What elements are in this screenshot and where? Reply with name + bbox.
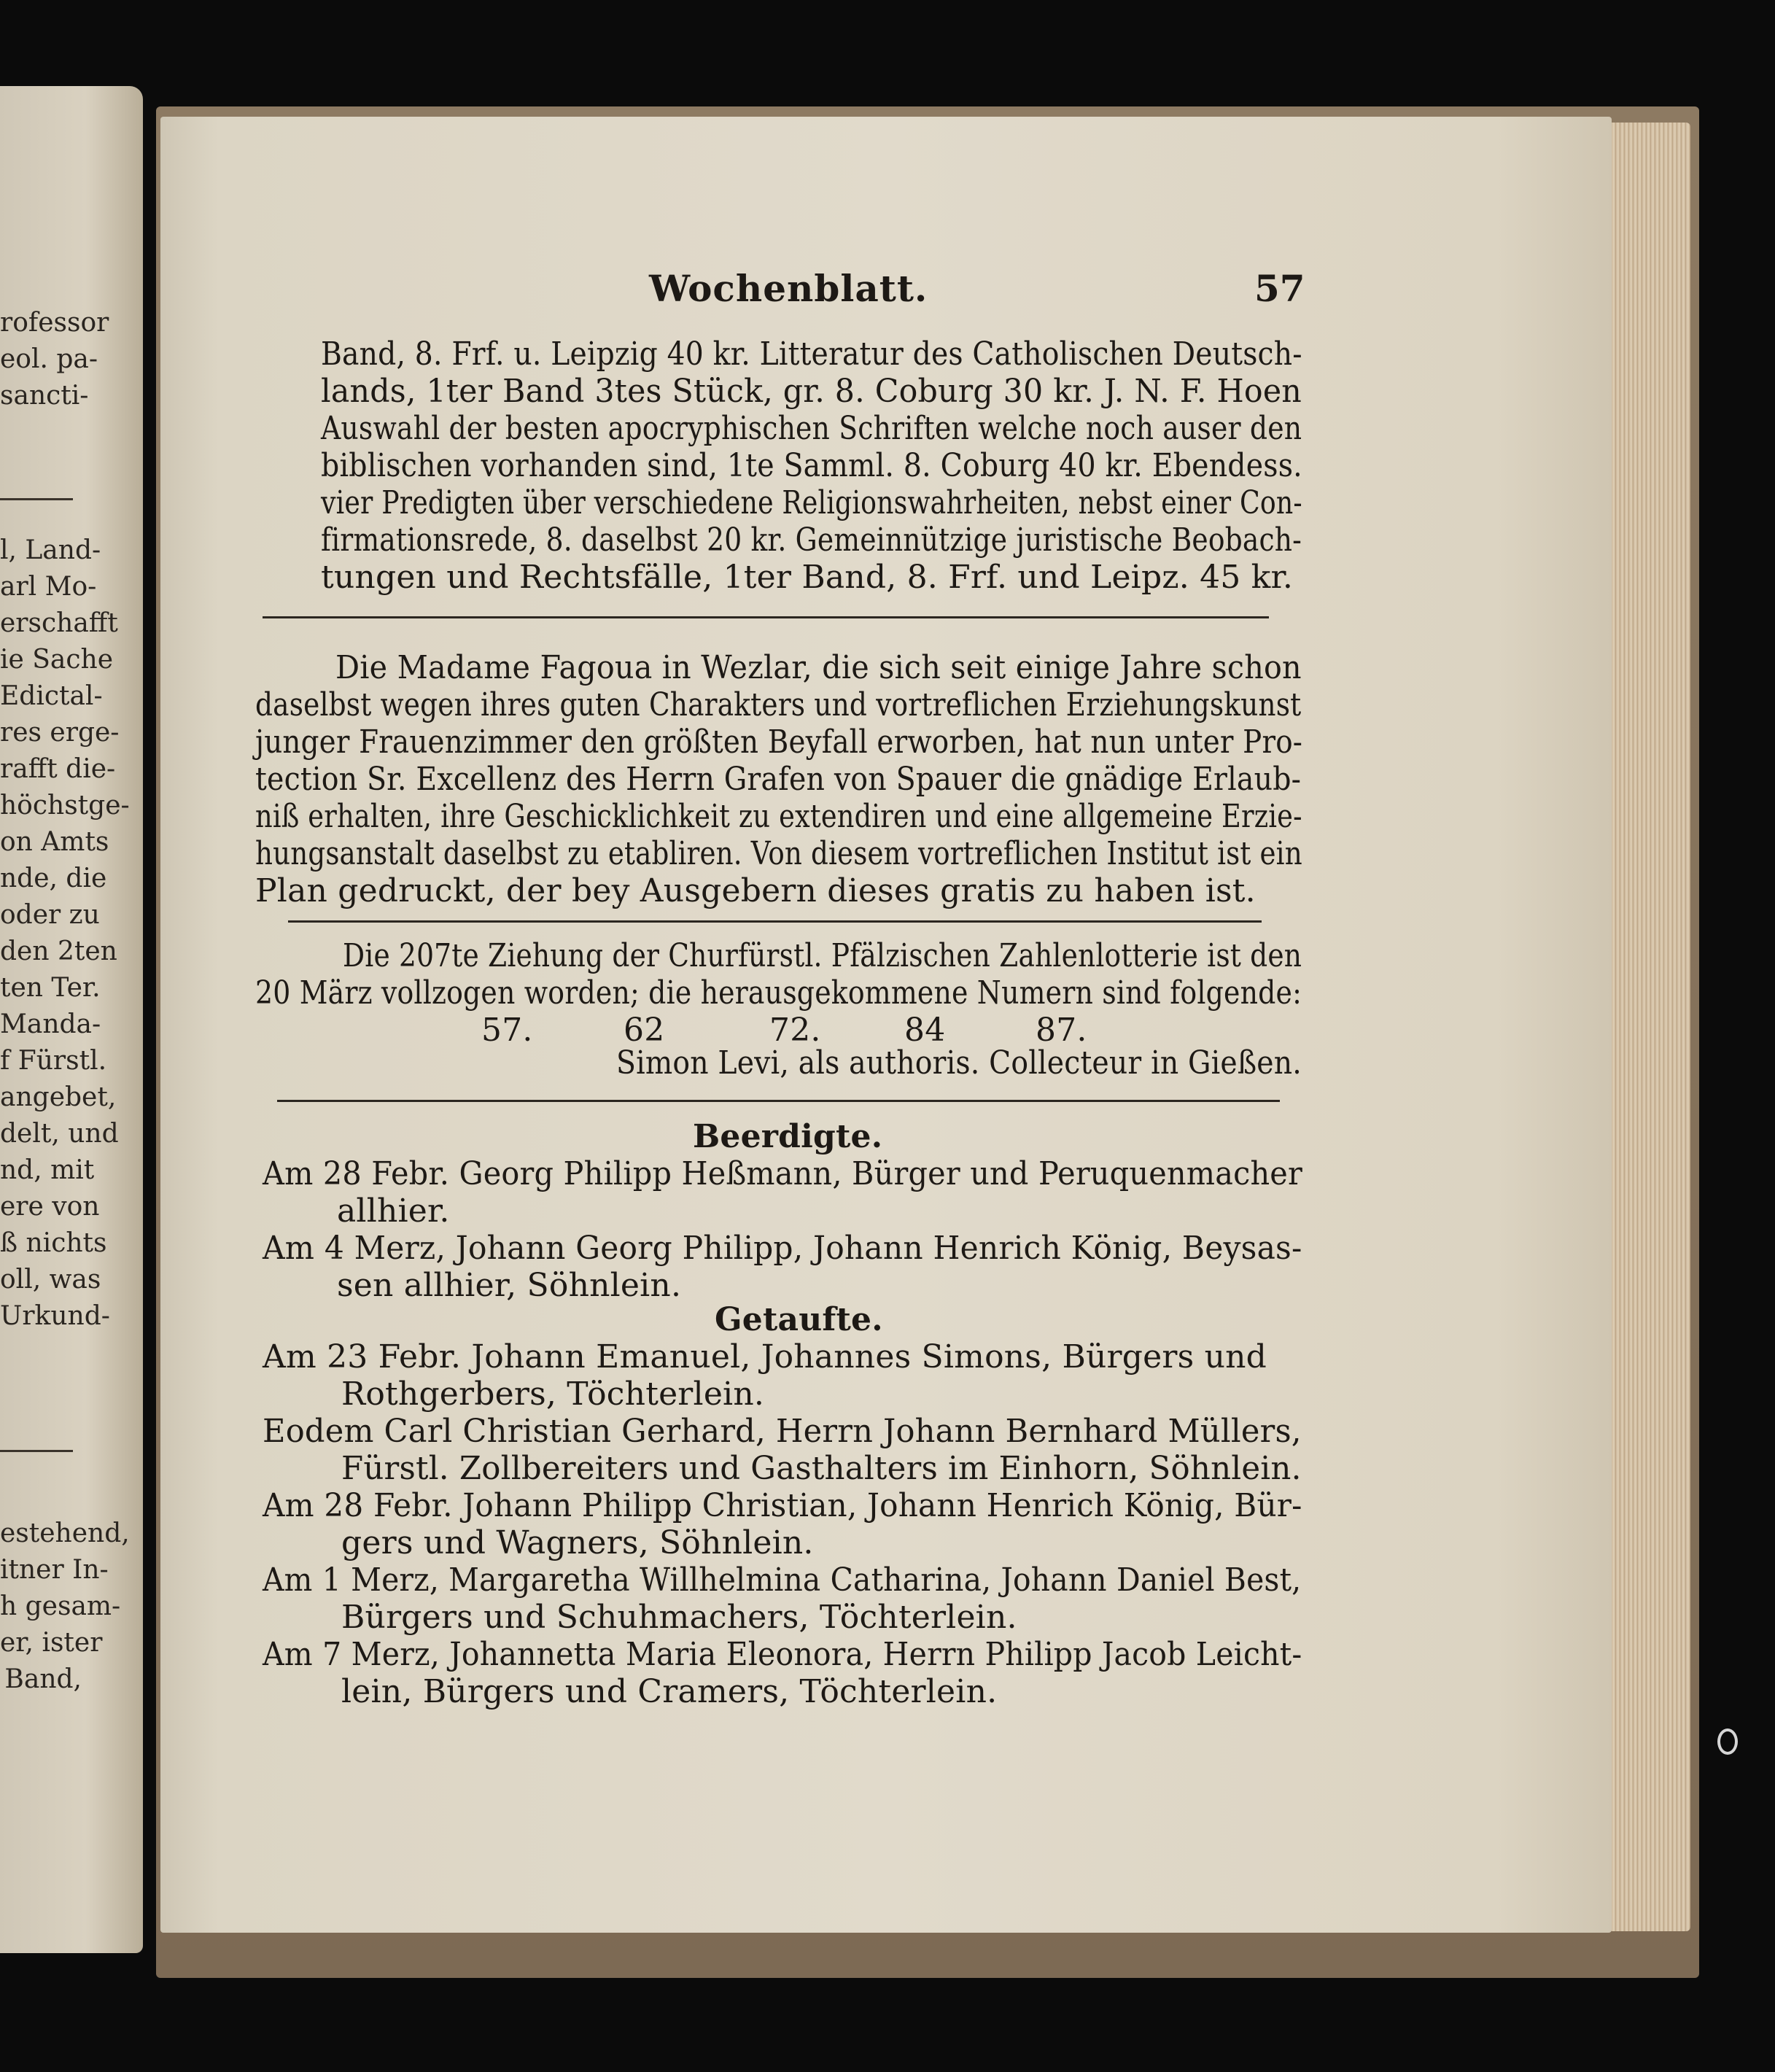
left-page-fragment: höchstge- — [0, 791, 130, 820]
running-header: Wochenblatt. — [649, 267, 928, 310]
left-page-fragment: Band, — [4, 1664, 82, 1694]
left-page-fragment: sancti- — [0, 381, 89, 411]
left-page-fragment: oder zu — [0, 900, 100, 930]
section-rule — [263, 616, 1269, 618]
record-line: Bürgers und Schuhmachers, Töchterlein. — [341, 1599, 1017, 1636]
left-page-fragment: rafft die- — [0, 754, 116, 784]
left-page-fragment: nd, mit — [0, 1155, 95, 1185]
left-page-fragment: nde, die — [0, 864, 107, 893]
left-page-fragment: l, Land- — [0, 535, 101, 565]
record-line: gers und Wagners, Söhnlein. — [341, 1524, 814, 1561]
book-line: firmationsrede, 8. daselbst 20 kr. Gemeinnützige juristische Beobach- — [321, 521, 1302, 559]
left-page-fragment: oll, was — [0, 1265, 101, 1295]
record-line: lein, Bürgers und Cramers, Töchterlein. — [341, 1673, 998, 1710]
book-line: vier Predigten über verschiedene Religionswahrheiten, nebst einer Con- — [321, 484, 1302, 521]
section-rule — [288, 920, 1262, 923]
left-page-fragment: arl Mo- — [0, 572, 97, 602]
book-line: biblischen vorhanden sind, 1te Samml. 8. Coburg 40 kr. Ebendess. — [321, 447, 1302, 484]
left-page-fragment: Edictal- — [0, 681, 103, 711]
lottery-number: 87. — [1036, 1012, 1087, 1049]
binding-hole — [1717, 1728, 1738, 1755]
lottery-line: 20 März vollzogen worden; die herausgekommene Numern sind folgende: — [255, 974, 1302, 1012]
notice-line: daselbst wegen ihres guten Charakters und vortreflichen Erziehungskunst — [255, 686, 1302, 723]
buried-heading: Beerdigte. — [693, 1118, 883, 1155]
left-page-fragment: ß nichts — [0, 1228, 107, 1258]
record-line: Am 28 Febr. Georg Philipp Heßmann, Bürger und Peruquenmacher — [263, 1155, 1302, 1192]
left-page-fragment: ere von — [0, 1192, 100, 1222]
notice-line: Die Madame Fagoua in Wezlar, die sich seit einige Jahre schon — [335, 649, 1302, 686]
record-line: sen allhier, Söhnlein. — [337, 1267, 682, 1304]
book-line: Auswahl der besten apocryphischen Schriften welche noch auser den — [321, 410, 1302, 447]
left-page-fragment: res erge- — [0, 718, 120, 748]
left-page-fragment: eol. pa- — [0, 344, 98, 374]
baptized-heading: Getaufte. — [715, 1301, 883, 1338]
book-line: lands, 1ter Band 3tes Stück, gr. 8. Coburg 30 kr. J. N. F. Hoen — [321, 373, 1302, 410]
lottery-number: 57. — [481, 1012, 533, 1049]
record-line: Fürstl. Zollbereiters und Gasthalters im Einhorn, Söhnlein. — [341, 1450, 1302, 1487]
record-line: Am 28 Febr. Johann Philipp Christian, Johann Henrich König, Bür- — [263, 1487, 1302, 1524]
left-page-fragment: ten Ter. — [0, 973, 101, 1003]
left-page-fragment: delt, und — [0, 1119, 119, 1149]
record-line: allhier. — [337, 1192, 450, 1230]
section-rule — [277, 1100, 1280, 1102]
book-line: Band, 8. Frf. u. Leipzig 40 kr. Litteratur des Catholischen Deutsch- — [321, 335, 1302, 373]
left-page-fragment: den 2ten — [0, 936, 117, 966]
left-page-rule — [0, 1450, 73, 1452]
notice-line: tection Sr. Excellenz des Herrn Grafen von Spauer die gnädige Erlaub- — [255, 761, 1302, 798]
left-page-fragment: estehend, — [0, 1518, 130, 1548]
lottery-line: Die 207te Ziehung der Churfürstl. Pfälzischen Zahlenlotterie ist den — [343, 937, 1302, 974]
record-line: Am 7 Merz, Johannetta Maria Eleonora, Herrn Philipp Jacob Leicht- — [263, 1636, 1302, 1673]
lottery-signature: Simon Levi, als authoris. Collecteur in Gießen. — [616, 1044, 1302, 1082]
left-page-fragment: Manda- — [0, 1009, 101, 1039]
lottery-number: 72. — [769, 1012, 821, 1049]
left-page — [0, 86, 143, 1953]
left-page-fragment: rofessor — [0, 308, 109, 338]
left-page-fragment: Urkund- — [0, 1301, 110, 1331]
record-line: Eodem Carl Christian Gerhard, Herrn Johann Bernhard Müllers, — [263, 1413, 1302, 1450]
record-line: Am 23 Febr. Johann Emanuel, Johannes Simons, Bürgers und — [263, 1338, 1267, 1375]
left-page-fragment: h gesam- — [0, 1591, 121, 1621]
page-number: 57 — [1254, 267, 1305, 310]
lottery-number: 84 — [904, 1012, 946, 1049]
record-line: Am 4 Merz, Johann Georg Philipp, Johann Henrich König, Beysas- — [263, 1230, 1302, 1267]
left-page-fragment: itner In- — [0, 1555, 109, 1585]
notice-line: niß erhalten, ihre Geschicklichkeit zu extendiren und eine allgemeine Erzie- — [255, 798, 1302, 835]
lottery-number: 62 — [624, 1012, 665, 1049]
left-page-fragment: erschafft — [0, 608, 118, 638]
book-line: tungen und Rechtsfälle, 1ter Band, 8. Frf. und Leipz. 45 kr. — [321, 559, 1294, 596]
left-page-fragment: er, ister — [0, 1628, 103, 1658]
notice-line: hungsanstalt daselbst zu etabliren. Von diesem vortreflichen Institut ist ein — [255, 835, 1302, 872]
left-page-rule — [0, 498, 73, 500]
notice-line: Plan gedruckt, der bey Ausgebern dieses gratis zu haben ist. — [255, 872, 1256, 909]
record-line: Am 1 Merz, Margaretha Willhelmina Catharina, Johann Daniel Best, — [263, 1561, 1302, 1599]
left-page-fragment: f Fürstl. — [0, 1046, 107, 1076]
left-page-fragment: on Amts — [0, 827, 109, 857]
notice-line: junger Frauenzimmer den größten Beyfall erworben, hat nun unter Pro- — [255, 723, 1303, 761]
left-page-fragment: ie Sache — [0, 645, 114, 675]
left-page-fragment: angebet, — [0, 1082, 117, 1112]
record-line: Rothgerbers, Töchterlein. — [341, 1375, 765, 1413]
